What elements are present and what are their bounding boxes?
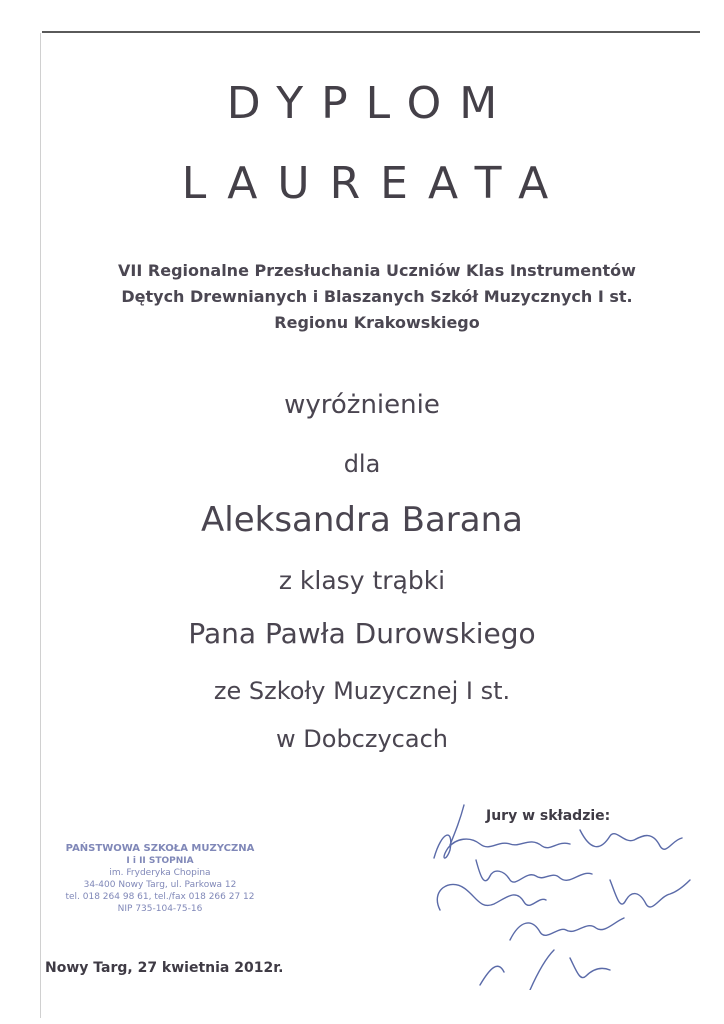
signature-4 [437, 884, 546, 910]
school-stamp [50, 843, 270, 915]
signature-7 [480, 950, 610, 990]
stamp-line-4: 34-400 Nowy Targ, ul. Parkowa 12 [83, 880, 237, 890]
issue-date: Nowy Targ, 27 kwietnia 2012r. [45, 960, 284, 976]
for-text: dla [343, 450, 381, 478]
stamp-line-5: tel. 018 264 98 61, tel./fax 018 266 27 12 [65, 892, 255, 902]
city-line: w Dobczycach [276, 725, 448, 753]
recipient-name: Aleksandra Barana [201, 500, 523, 540]
signature-2 [434, 830, 682, 858]
top-rule [42, 31, 700, 33]
event-line-2: Dętych Drewnianych i Blaszanych Szkół Muzycznych I st. [121, 287, 633, 306]
jury-signatures-image [420, 800, 700, 990]
signature-3 [476, 860, 592, 882]
signature-5 [610, 880, 690, 907]
signature-6 [510, 918, 624, 940]
stamp-line-6: NIP 735-104-75-16 [117, 904, 203, 914]
title-line-1: DYPLOM [226, 78, 516, 129]
event-line-3: Regionu Krakowskiego [274, 313, 480, 332]
event-description [0, 258, 724, 336]
stamp-line-2: I i II STOPNIA [126, 856, 194, 866]
stamp-line-1: PAŃSTWOWA SZKOŁA MUZYCZNA [65, 843, 255, 854]
event-line-1: VII Regionalne Przesłuchania Uczniów Klas Instrumentów [118, 261, 636, 280]
stamp-line-3: im. Fryderyka Chopina [109, 868, 211, 878]
jury-label: Jury w składzie: [486, 808, 611, 824]
school-line: ze Szkoły Muzycznej I st. [213, 677, 511, 705]
teacher-name: Pana Pawła Durowskiego [188, 617, 536, 650]
class-line: z klasy trąbki [278, 566, 446, 595]
title-line-2: LAUREATA [181, 158, 569, 209]
award-text: wyróżnienie [284, 390, 440, 420]
